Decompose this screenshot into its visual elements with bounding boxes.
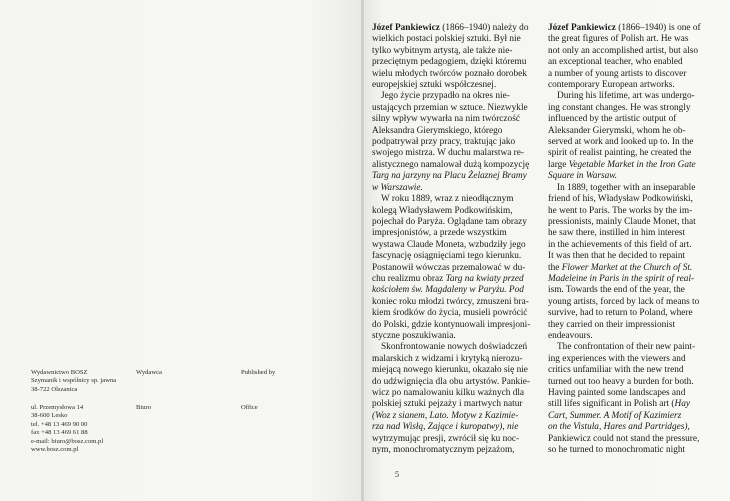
text-line: the great figures of Polish art. He was [548, 34, 689, 45]
text-line: wicz po namalowaniu kilku ważnych dla [372, 388, 525, 398]
text-line: Józef Pankiewicz (1866–1940) należy do [372, 23, 529, 33]
text-line: During his lifetime, art was undergo- [557, 91, 695, 102]
text-line: malarskich z widzami i krytyką nierozu- [372, 353, 523, 364]
text-line: they carried on their impressionist [548, 319, 676, 330]
publisher-line: Szymanik i wspólnicy sp. jawna [31, 377, 117, 385]
text-line: wytrzymując presji, zwrócił się ku noc- [372, 433, 520, 444]
text-line: ing experiences with the viewers and [548, 353, 686, 364]
text-line: kościołem św. Magdaleny w Paryżu. Pod [372, 285, 524, 296]
text-line: alistycznego namalował dużą kompozycję [372, 159, 530, 170]
office-line: fax +48 13 469 61 88 [31, 429, 88, 437]
text-line: silny wpływ wywarła na nim twórczość [372, 114, 520, 125]
text-line: Aleksandra Gierymskiego, którego [372, 125, 503, 136]
english-text-column [548, 23, 718, 456]
text-line: pressionists, mainly Claude Monet, that [548, 216, 696, 227]
text-line: fascynację osiągnięciami tego kierunku. [372, 251, 522, 262]
text-line: The confrontation of their new paint- [557, 342, 696, 353]
text-line: podpatrywał przy pracy, traktując jako [372, 137, 516, 148]
text-line: do udźwignięcia dla obu artystów. Pankie- [372, 376, 530, 387]
text-line: kiem środków do życia, musieli powrócić [372, 308, 528, 319]
text-line: rza nad Wisłą, Zające i kuropatwy), nie [372, 422, 519, 433]
text-line: Madeleine in Paris in the spirit of real- [548, 273, 695, 284]
text-line: impresjonistów, a przede wszystkim [372, 228, 507, 239]
text-line: kolegą Władysławem Podkowińskim, [372, 205, 513, 216]
text-line: Jego życie przypadło na okres nie- [381, 91, 510, 102]
text-line: the Flower Market at the Church of St. [548, 262, 693, 273]
text-line: Józef Pankiewicz (1866–1940) is one of [548, 23, 701, 33]
office-line: tel. +48 13 469 90 00 [31, 420, 88, 428]
text-line: Pankiewicz could not stand the pressure, [548, 433, 700, 444]
text-line: Square in Warsaw. [548, 171, 618, 182]
text-line: survive, had to return to Poland, where [548, 308, 693, 319]
author-name: Józef Pankiewicz [372, 23, 440, 33]
office-address [31, 404, 103, 454]
publisher-line: 38-722 Olszanica [31, 385, 78, 393]
text-line: ism. Towards the end of the year, the [548, 285, 685, 296]
page-number: 5 [395, 470, 399, 479]
text-line: nym, monochromatycznym pejzażom, [372, 445, 515, 456]
text-line: he saw there, instilled in him interest [548, 228, 686, 239]
text-line: in the achievements of this field of art. [548, 239, 692, 250]
text-line: endeavours. [548, 330, 593, 341]
text-line: friend of his, Władysław Podkowiński, [548, 194, 693, 205]
publisher-label-pl: Wydawca [136, 369, 162, 376]
text-line: wielkich postaci polskiej sztuki. Był nie [372, 34, 521, 45]
office-line: e-mail: biuro@bosz.com.pl [31, 437, 104, 445]
polish-text-column [372, 23, 534, 456]
office-label-en: Office [241, 404, 258, 411]
text-line: not only an accomplished artist, but also [548, 45, 699, 56]
text-line: Targ na jarzyny na Placu Żelaznej Bramy [372, 171, 527, 182]
text-line: ing constant changes. He was strongly [548, 102, 691, 113]
text-line: wielu młodych twórców poznało dorobek [372, 68, 527, 79]
text-line: w Warszawie. [372, 182, 423, 193]
text-line: In 1889, together with an inseparable [557, 182, 696, 193]
publisher-label-en: Published by [241, 369, 276, 376]
author-name: Józef Pankiewicz [548, 23, 616, 33]
text-line: large Vegetable Market in the Iron Gate [548, 159, 696, 170]
office-line: ul. Przemysłowa 14 [31, 404, 84, 411]
text-line: Aleksander Gierymski, whom he ob- [548, 125, 686, 136]
text-line: an exceptional teacher, who enabled [548, 57, 683, 68]
text-line: pojechał do Paryża. Oglądane tam obrazy [372, 216, 527, 227]
text-line: contemporary European artworks. [548, 80, 675, 91]
text-line: served at work and looked up to. In the [548, 137, 694, 148]
text-line: a number of young artists to discover [548, 68, 687, 79]
text-line: styczne poszukiwania. [372, 330, 456, 341]
text-line: on the Vistula, Hares and Partridges), [548, 422, 690, 433]
text-line: spirit of realist painting, he created the [548, 148, 692, 159]
publisher-line: Wydawnictwo BOSZ [31, 369, 88, 376]
text-line: (Woz z sianem, Lato. Motyw z Kazimie- [372, 410, 519, 421]
publisher-address [31, 369, 116, 394]
text-line: swojego mistrza. W duchu malarstwa re- [372, 148, 524, 159]
text-line: koniec roku młodzi twórcy, zmuszeni bra- [372, 296, 529, 307]
office-label-pl: Biuro [136, 404, 152, 411]
book-gutter [361, 0, 364, 501]
text-line: Having painted some landscapes and [548, 388, 686, 398]
text-line: so he turned to monochromatic night [548, 445, 686, 456]
office-line: www.bosz.com.pl [31, 446, 79, 454]
text-line: It was then that he decided to repaint [548, 251, 686, 262]
text-line: critics unfamiliar with the new trend [548, 365, 684, 376]
text-line: Skonfrontowanie nowych doświadczeń [381, 342, 528, 353]
text-line: przeciętnym pedagogiem, dzięki któremu [372, 57, 527, 68]
text-line: Cart, Summer. A Motif of Kazimierz [548, 410, 682, 421]
text-line: he went to Paris. The works by the im- [548, 205, 693, 216]
office-line: 38-600 Lesko [31, 412, 68, 420]
text-line: do Polski, gdzie kontynuowali impresjoni- [372, 319, 531, 330]
text-line: polskiej sztuki pejzaży i martwych natur [372, 399, 523, 410]
text-line: turned out too heavy a burden for both. [548, 376, 694, 387]
text-line: tylko wybitnym artystą, ale także nie- [372, 45, 513, 56]
text-line: europejskiej sztuki współczesnej. [372, 80, 497, 91]
text-line: W roku 1889, wraz z nieodłącznym [381, 194, 514, 205]
text-line: miejącą nowego kierunku, okazało się nie [372, 365, 528, 376]
text-line: influenced by the artistic output of [548, 114, 677, 125]
text-line: ustających przemian w sztuce. Niezwykle [372, 102, 528, 113]
text-line: young artists, forced by lack of means to [548, 296, 700, 307]
text-line: still lifes significant in Polish art (Hay [548, 399, 691, 410]
text-line: wystawa Claude Moneta, wzbudziły jego [372, 239, 526, 250]
text-line: chu realizmu obraz Targ na kwiaty przed [372, 273, 524, 284]
text-line: Postanowił wówczas przemalować w du- [372, 262, 526, 273]
